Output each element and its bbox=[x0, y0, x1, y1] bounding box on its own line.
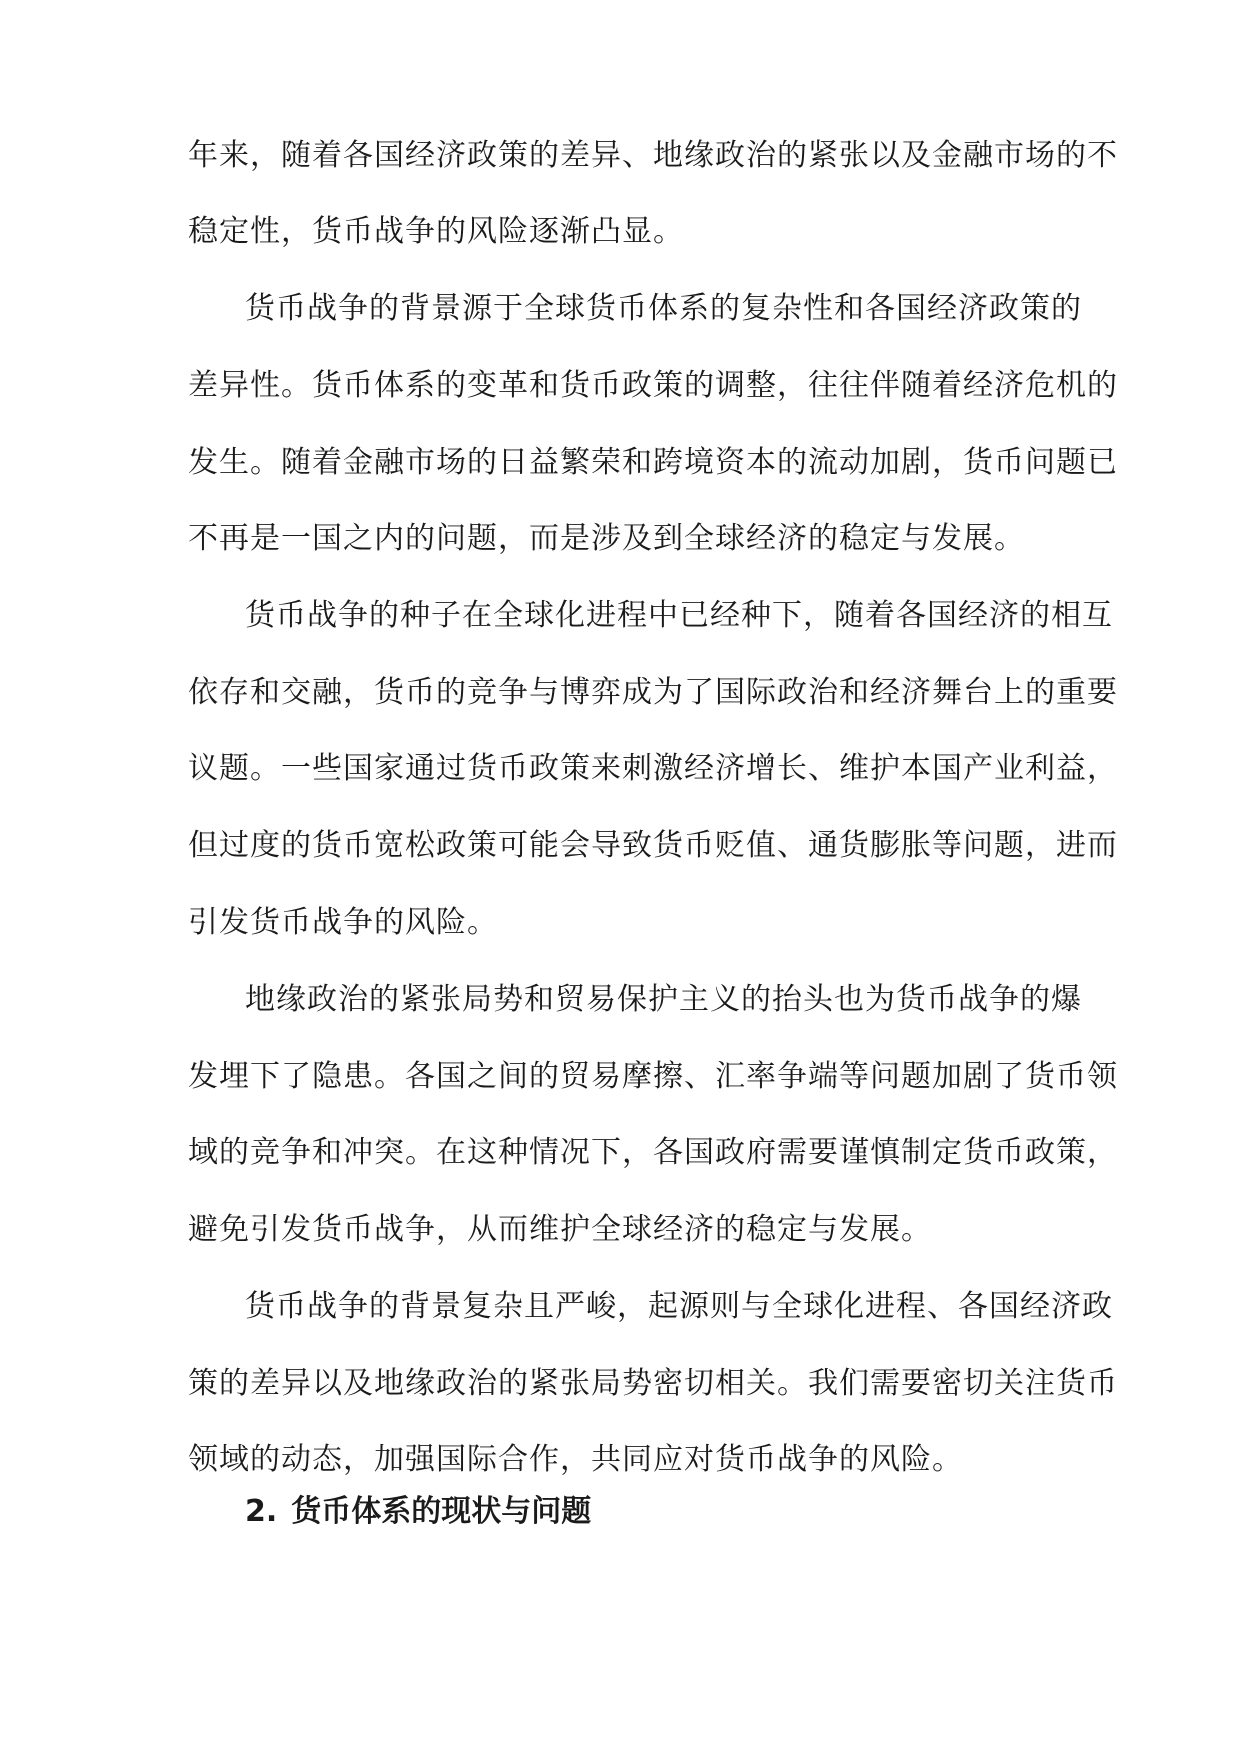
paragraph-line: 差异性。货币体系的变革和货币政策的调整，往往伴随着经济危机的 bbox=[188, 368, 1118, 403]
paragraph-line: 但过度的货币宽松政策可能会导致货币贬值、通货膨胀等问题，进而 bbox=[188, 828, 1118, 863]
paragraph-line: 依存和交融，货币的竞争与博弈成为了国际政治和经济舞台上的重要 bbox=[188, 675, 1118, 710]
paragraph-line: 领域的动态，加强国际合作，共同应对货币战争的风险。 bbox=[188, 1442, 963, 1477]
paragraph-line: 稳定性，货币战争的风险逐渐凸显。 bbox=[188, 214, 684, 249]
paragraph-line: 年来，随着各国经济政策的差异、地缘政治的紧张以及金融市场的不 bbox=[188, 138, 1118, 173]
paragraph-line: 不再是一国之内的问题，而是涉及到全球经济的稳定与发展。 bbox=[188, 521, 1025, 556]
section-title: 货币体系的现状与问题 bbox=[291, 1494, 592, 1529]
paragraph-line: 发生。随着金融市场的日益繁荣和跨境资本的流动加剧，货币问题已 bbox=[188, 445, 1118, 480]
paragraph-line: 货币战争的背景复杂且严峻，起源则与全球化进程、各国经济政 bbox=[245, 1289, 1113, 1324]
paragraph-line: 议题。一些国家通过货币政策来刺激经济增长、维护本国产业利益， bbox=[188, 751, 1118, 786]
section-heading bbox=[245, 1492, 591, 1532]
paragraph-line: 引发货币战争的风险。 bbox=[188, 905, 498, 940]
paragraph-line: 地缘政治的紧张局势和贸易保护主义的抬头也为货币战争的爆 bbox=[245, 982, 1082, 1017]
paragraph-line: 域的竞争和冲突。在这种情况下，各国政府需要谨慎制定货币政策， bbox=[188, 1135, 1118, 1170]
paragraph-line: 避免引发货币战争，从而维护全球经济的稳定与发展。 bbox=[188, 1212, 932, 1247]
paragraph-line: 策的差异以及地缘政治的紧张局势密切相关。我们需要密切关注货币 bbox=[188, 1366, 1118, 1401]
paragraph-line: 货币战争的种子在全球化进程中已经种下，随着各国经济的相互 bbox=[245, 598, 1113, 633]
paragraph-line: 发埋下了隐患。各国之间的贸易摩擦、汇率争端等问题加剧了货币领 bbox=[188, 1059, 1118, 1094]
section-number: 2. bbox=[245, 1494, 278, 1529]
paragraph-line: 货币战争的背景源于全球货币体系的复杂性和各国经济政策的 bbox=[245, 291, 1082, 326]
